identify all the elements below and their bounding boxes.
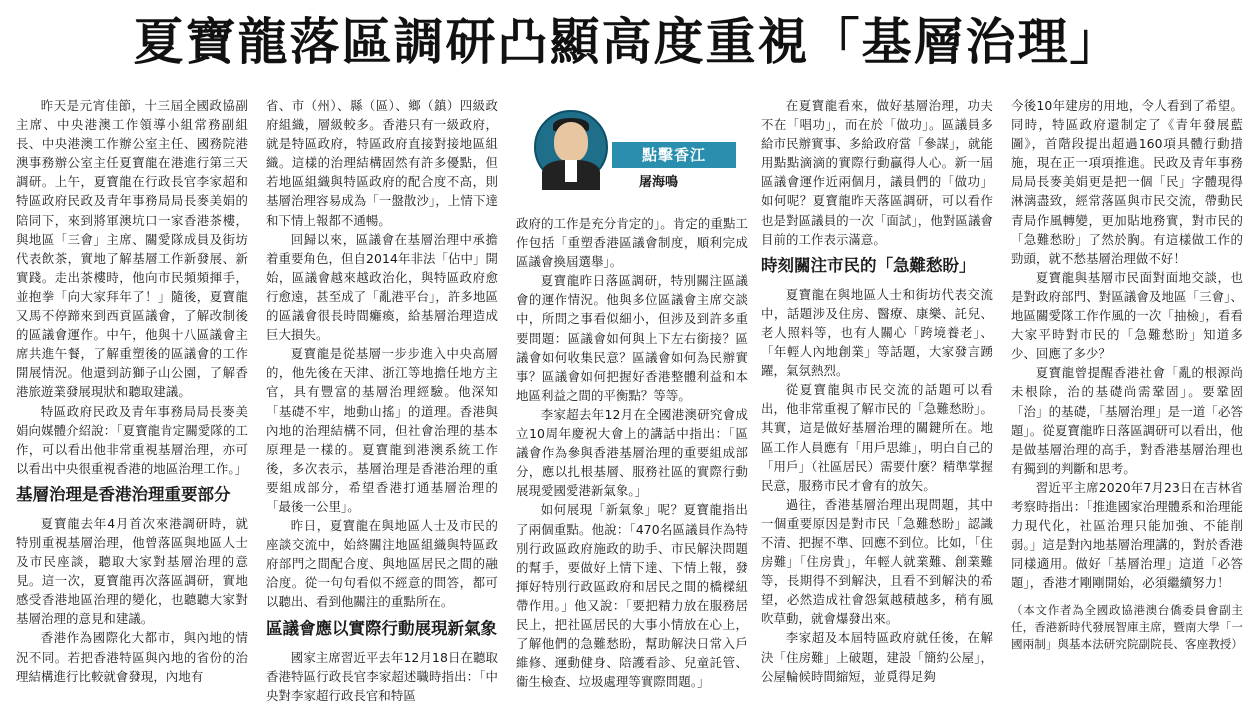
headline: 夏寶龍落區調研凸顯高度重視「基層治理」 <box>133 13 1122 71</box>
paragraph: 夏寶龍昨日落區調研，特別關注區議會的運作情況。他與多位區議會主席交談中，所問之事看似細小，但涉及到許多重要問題：區議會如何與上下左右銜接？區議會如何收集民意？區議會如何為民辦實事？區議會如何把握好香港整體利益和本地區利益之間的平衡點？等等。 <box>516 273 748 403</box>
paragraph: 夏寶龍曾提醒香港社會「亂的根源尚未根除，治的基礎尚需鞏固」。要鞏固「治」的基礎，「基層治理」是一道「必答題」。從夏寶龍昨日落區調研可以看出，他是做基層治理的高手，對香港基層治理也有獨到的判斷和思考。 <box>1011 365 1243 476</box>
author-note: （本文作者為全國政協港澳台僑委員會副主任，香港新時代發展智庫主席，暨南大學「一國兩制」與基本法研究院副院長、客座教授） <box>1011 603 1243 652</box>
paragraph: 夏寶龍與基層市民面對面地交談，也是對政府部門、對區議會及地區「三會」、地區關愛隊工作作風的一次「抽檢」，看看大家平時對市民的「急難愁盼」知道多少、回應了多少？ <box>1011 269 1243 362</box>
paragraph: 在夏寶龍看來，做好基層治理，功夫不在「唱功」，而在於「做功」。區議員多給市民辦實事、多給政府當「參謀」，就能用點點滴滴的實際行動贏得人心。新一屆區議會運作近兩個月，議員們的「做功」如何呢？夏寶龍昨天落區調研，可以看作也是對區議員的一次「面試」，他對區議會目前的工作表示滿意。 <box>761 98 993 247</box>
article-column-2 <box>266 96 498 703</box>
paragraph: 夏寶龍是從基層一步步進入中央高層的，他先後在天津、浙江等地擔任地方主官，具有豐富的基層治理經驗。他深知「基礎不牢，地動山搖」的道理。香港與內地的治理結構不同，但社會治理的基本原理是一樣的。夏寶龍到港澳系統工作後，多次表示，基層治理是香港治理的重要組成部分，希望香港打通基層治理的「最後一公里」。 <box>266 346 498 514</box>
paragraph: 昨天是元宵佳節，十三屆全國政協副主席、中央港澳工作領導小組常務副組長、中央港澳工作辦公室主任、國務院港澳事務辦公室主任夏寶龍在港進行第三天調研。上午，夏寶龍在行政長官李家超和特區政府民政及青年事務局局長麥美娟的陪同下，來到將軍澳坑口一家香港茶樓，與地區「三會」主席、關愛隊成員及街坊代表飲茶，實地了解基層工作新發展、新實踐。走出茶樓時，他向市民頻頻揮手，並抱拳「向大家拜年了！」隨後，夏寶龍又馬不停蹄來到西貢區議會，了解改制後的區議會運作。中午，他與十八區議會主席共進午餐，了解重塑後的區議會的工作開展情況。他還到訪獅子山公園，了解香港旅遊業發展現狀和聽取建議。 <box>16 98 248 400</box>
author-name: 屠海鳴 <box>639 175 679 190</box>
article-column-3 <box>516 214 748 690</box>
paragraph: 過往，香港基層治理出現問題，其中一個重要原因是對市民「急難愁盼」認識不清、把握不準、回應不到位。比如，「住房難」「住房貴」，年輕人就業難、創業難等，長期得不到解決，且看不到解決的希望，必然造成社會怨氣越積越多，稍有風吹草動，就會爆發出來。 <box>761 496 993 627</box>
paragraph: 政府的工作是充分肯定的」。肯定的重點工作包括「重塑香港區議會制度，順利完成區議會換屆選舉」。 <box>516 216 748 270</box>
section-heading: 區議會應以實際行動展現新氣象 <box>266 618 497 638</box>
paragraph: 夏寶龍在與地區人士和街坊代表交流中，話題涉及住房、醫療、康樂、託兒、老人照料等，也有人關心「跨境養老」、「年輕人內地創業」等話題，大家發言踴躍，氣氛熱烈。 <box>761 286 993 379</box>
column-label: 點擊香江 <box>612 142 736 168</box>
article-column-4 <box>761 96 993 684</box>
paragraph: 特區政府民政及青年事務局局長麥美娟向媒體介紹說：「夏寶龍肯定關愛隊的工作，可以看出他非常重視基層治理，亦可以看出中央很重視香港的地區治理工作。」 <box>16 403 248 476</box>
byline <box>534 110 746 190</box>
paragraph: 香港作為國際化大都市，與內地的情況不同。若把香港特區與內地的省份的治理結構進行比較就會發現，內地有 <box>16 630 248 684</box>
article-column-5 <box>1011 96 1243 674</box>
paragraph: 昨日，夏寶龍在與地區人士及市民的座談交流中，始終關注地區組織與特區政府部門之間配合度、與地區居民之間的融洽度。從一句句看似不經意的問答，都可以聽出、看到他關注的重點所在。 <box>266 518 498 610</box>
paragraph: 夏寶龍去年4月首次來港調研時，就特別重視基層治理，他曾落區與地區人士及市民座談，聽取大家對基層治理的意見。這一次，夏寶龍再次落區調研，實地感受香港地區治理的變化，也聽聽大家對基層治理的意見和建議。 <box>16 515 248 627</box>
article-column-1 <box>16 96 248 684</box>
section-heading: 時刻關注市民的「急難愁盼」 <box>761 255 976 275</box>
paragraph: 回歸以來，區議會在基層治理中承擔着重要角色，但自2014年非法「佔中」開始，區議會越來越政治化，與特區政府愈行愈遠，甚至成了「亂港平台」，許多地區的區議會很長時間癱瘓，給基層治理造成巨大損失。 <box>266 231 498 343</box>
paragraph: 如何展現「新氣象」呢？夏寶龍指出了兩個重點。他說：「470名區議員作為特別行政區政府施政的助手、市民解決問題的幫手，要做好上情下達、下情上報，發揮好特別行政區政府和居民之間的橋樑紐帶作用。」他又說：「要把精力放在服務居民上，把社區居民的大事小情放在心上，了解他們的急難愁盼，幫助解決日常入戶維修、運動健身、陪護看診、兒童託管、衞生檢查、垃圾處理等實際問題。」 <box>516 502 748 690</box>
paragraph: 習近平主席2020年7月23日在吉林省考察時指出：「推進國家治理體系和治理能力現代化，社區治理只能加強、不能削弱。」這是對內地基層治理講的，對於香港同樣適用。做好「基層治理」這道「必答題」，香港才剛剛開始，必須繼續努力！ <box>1011 479 1243 591</box>
paragraph: 今後10年建房的用地，令人看到了希望。同時，特區政府還制定了《青年發展藍圖》，首階段提出超過160項具體行動措施，現在正一項項推進。民政及青年事務局局長麥美娟更是把一個「民」字體現得淋漓盡致，經常落區與市民交流，帶動民青局作風轉變，更加貼地務實，對市民的「急難愁盼」了然於胸。有這樣做工作的勁頭，就不愁基層治理做不好！ <box>1011 98 1243 266</box>
article-body <box>16 96 1244 703</box>
paragraph: 李家超及本屆特區政府就任後，在解決「住房難」上破題，建設「簡約公屋」，公屋輪候時間縮短，並覓得足夠 <box>761 630 993 684</box>
paragraph: 從夏寶龍與市民交流的話題可以看出，他非常重視了解市民的「急難愁盼」。其實，這是做好基層治理的關鍵所在。地區工作人員應有「用戶思維」，明白自己的「用戶」（社區居民）需要什麼？精準掌握民意，服務市民才會有的放矢。 <box>761 382 993 493</box>
paragraph: 省、市（州）、縣（區）、鄉（鎮）四級政府組織，層級較多。香港只有一級政府，就是特區政府，特區政府直接對接地區組織。這樣的治理結構固然有許多優點，但若地區組織與特區政府的配合度不高，則基層治理容易成為「一盤散沙」，上情下達和下情上報都不通暢。 <box>266 98 498 228</box>
author-portrait <box>534 110 608 184</box>
section-heading: 基層治理是香港治理重要部分 <box>16 484 231 504</box>
paragraph: 李家超去年12月在全國港澳研究會成立10周年慶祝大會上的講話中指出：「區議會作為參與香港基層治理的重要組成部分，應以扎根基層、服務社區的實際行動展現愛國愛港新氣象。」 <box>516 406 748 499</box>
paragraph: 國家主席習近平去年12月18日在聽取香港特區行政長官李家超述職時指出：「中央對李家超行政長官和特區 <box>266 649 498 703</box>
